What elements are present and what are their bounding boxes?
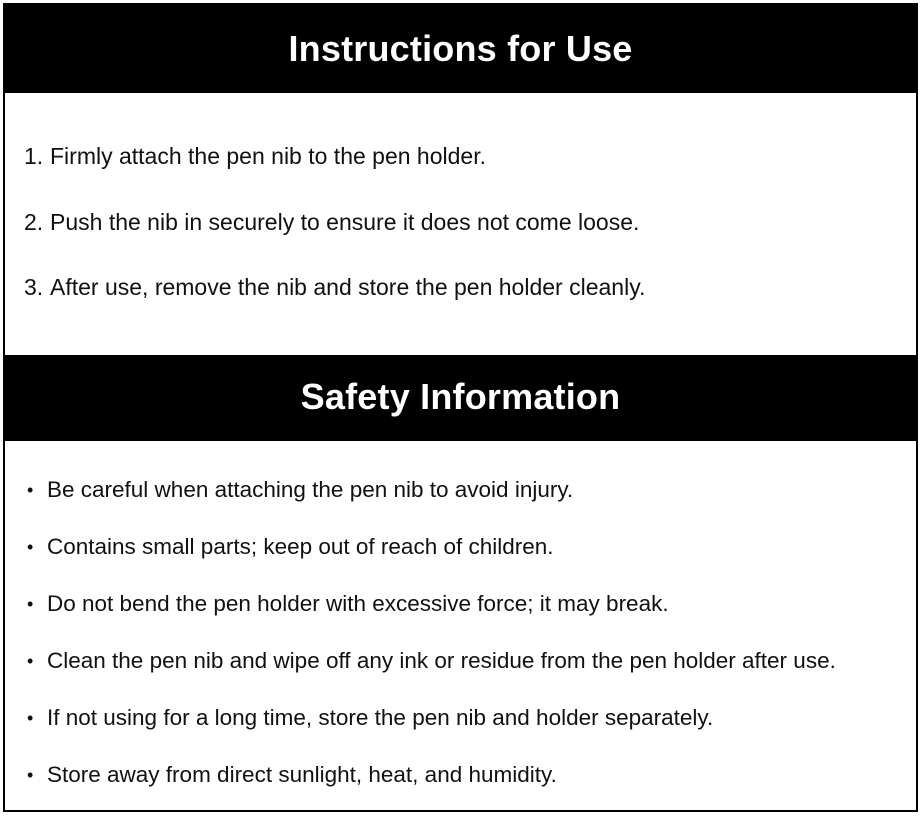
safety-item: [27, 761, 836, 818]
safety-text: Contains small parts; keep out of reach of children.: [47, 534, 554, 559]
safety-item: [27, 476, 836, 533]
safety-text: Be careful when attaching the pen nib to avoid injury.: [47, 477, 574, 502]
instruction-item: [24, 273, 645, 339]
safety-text: Clean the pen nib and wipe off any ink or residue from the pen holder after use.: [47, 648, 836, 673]
safety-section: [5, 441, 916, 810]
safety-item: [27, 704, 836, 761]
bullet-icon: •: [27, 537, 34, 557]
bullet-icon: •: [27, 765, 34, 785]
instruction-number: 2.: [24, 208, 44, 235]
instruction-text: After use, remove the nib and store the pen holder cleanly.: [50, 274, 646, 300]
instructions-heading: Instructions for Use: [5, 5, 916, 93]
instructions-section: [5, 93, 916, 355]
bullet-icon: •: [27, 480, 34, 500]
instruction-number: 3.: [24, 274, 44, 300]
safety-text: Do not bend the pen holder with excessive force; it may break.: [47, 591, 669, 616]
instruction-item: [24, 142, 645, 208]
instruction-text: Push the nib in securely to ensure it does not come loose.: [50, 208, 640, 235]
safety-list: [27, 476, 836, 818]
safety-heading: Safety Information: [5, 355, 916, 441]
instruction-sheet: [3, 3, 918, 812]
instruction-text: Firmly attach the pen nib to the pen holder.: [50, 143, 486, 169]
instruction-item: [24, 208, 645, 274]
instructions-list: [24, 142, 645, 339]
bullet-icon: •: [27, 708, 34, 728]
bullet-icon: •: [27, 651, 34, 671]
safety-text: If not using for a long time, store the pen nib and holder separately.: [47, 705, 714, 730]
instruction-number: 1.: [24, 143, 44, 169]
safety-item: [27, 590, 836, 647]
bullet-icon: •: [27, 594, 34, 614]
safety-item: [27, 647, 836, 704]
safety-item: [27, 533, 836, 590]
safety-text: Store away from direct sunlight, heat, and humidity.: [47, 762, 557, 787]
